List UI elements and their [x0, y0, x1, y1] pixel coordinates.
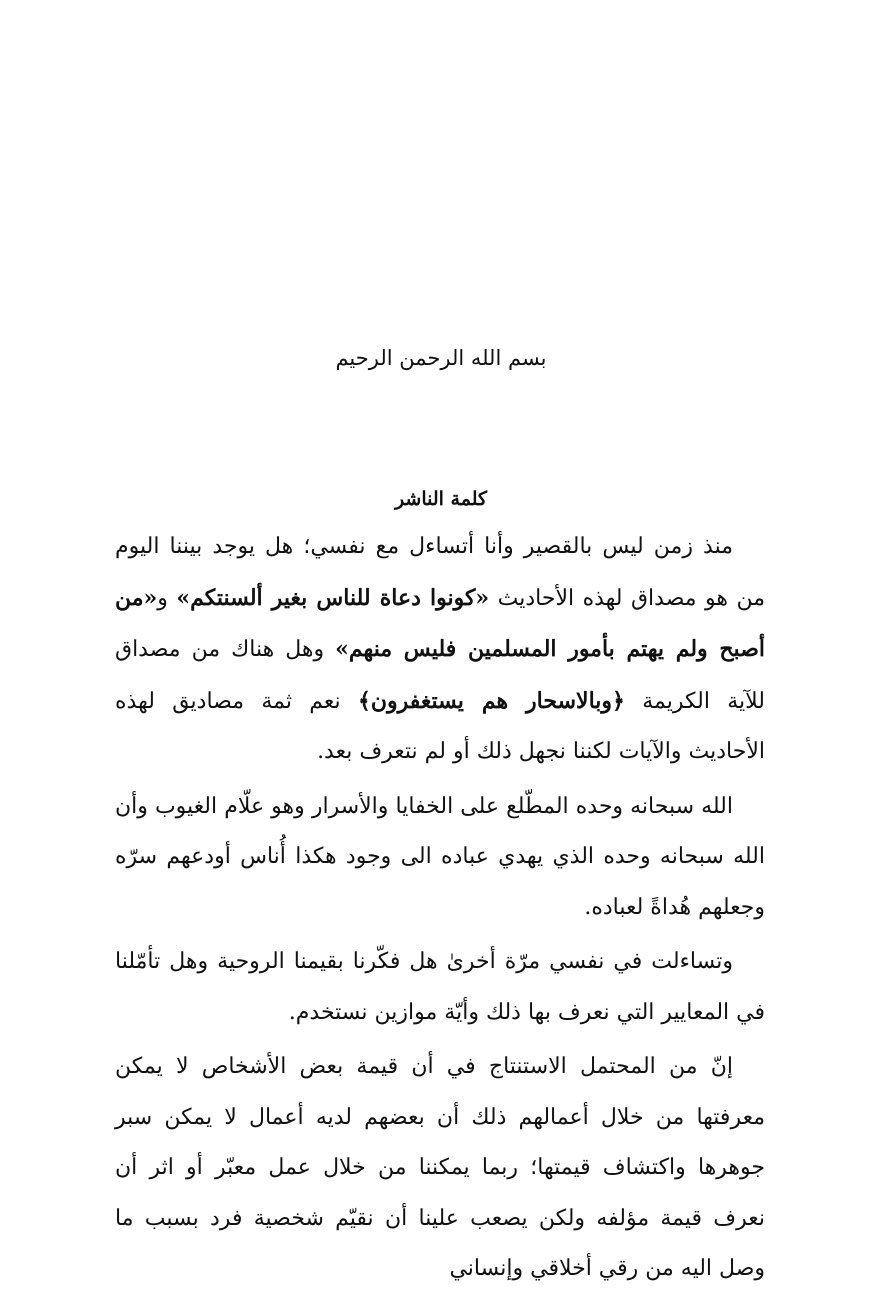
- hadith-quote-2: «من أصبح ولم يهتم بأمور المسلمين فليس منهم»: [115, 584, 765, 662]
- paragraph-3: وتساءلت في نفسي مرّة أخرىٰ هل فكّرنا بقيمنا الروحية وهل تأمّلنا في المعايير التي نعرف بها ذلك وأيّة موازين نستخدم.: [115, 949, 765, 1025]
- paragraph-1: [115, 522, 765, 778]
- paragraph-1-text-e: وهل هناك من مصداق للآية الكريمة: [115, 637, 765, 714]
- paragraph-1-text-c: و: [157, 585, 177, 611]
- quran-verse: ﴿وبالاسحار هم يستغفرون﴾: [357, 687, 625, 714]
- page-heading: كلمة الناشر: [394, 488, 488, 510]
- paragraph-1-text-g: نعم ثمة مصاديق لهذه الأحاديث والآيات لكننا نجهل ذلك أو لم نتعرف بعد.: [115, 688, 765, 764]
- body-text: [115, 522, 765, 1295]
- paragraph-4: إنّ من المحتمل الاستنتاج في أن قيمة بعض الأشخاص لا يمكن معرفتها من خلال أعمالهم ذلك أن بعضهم لديه أعمال لا يمكن سبر جوهرها واكتشاف قيمتها؛ ربما يمكننا من خلال عمل معبّر أو اثر أن نعرف قيمة مؤلفه ولكن يصعب علينا أن نقيّم شخصية فرد بسبب ما وصل اليه من رقي أخلاقي وإنساني: [115, 1054, 765, 1281]
- paragraph-2: الله سبحانه وحده المطّلع على الخفايا والأسرار وهو علّام الغيوب وأن الله سبحانه وحده الذي يهدي عباده الى وجود هكذا أُناس أودعهم سرّه وجعلهم هُداةً لعباده.: [115, 793, 765, 920]
- basmala: بسم الله الرحمن الرحيم: [335, 346, 547, 370]
- hadith-quote-1: «كونوا دعاة للناس بغير ألسنتكم»: [176, 584, 490, 611]
- paragraph-1-text-a: منذ زمن ليس بالقصير وأنا أتساءل مع نفسي؛ هل يوجد بيننا اليوم من هو مصداق لهذه الأحاديث: [115, 534, 765, 611]
